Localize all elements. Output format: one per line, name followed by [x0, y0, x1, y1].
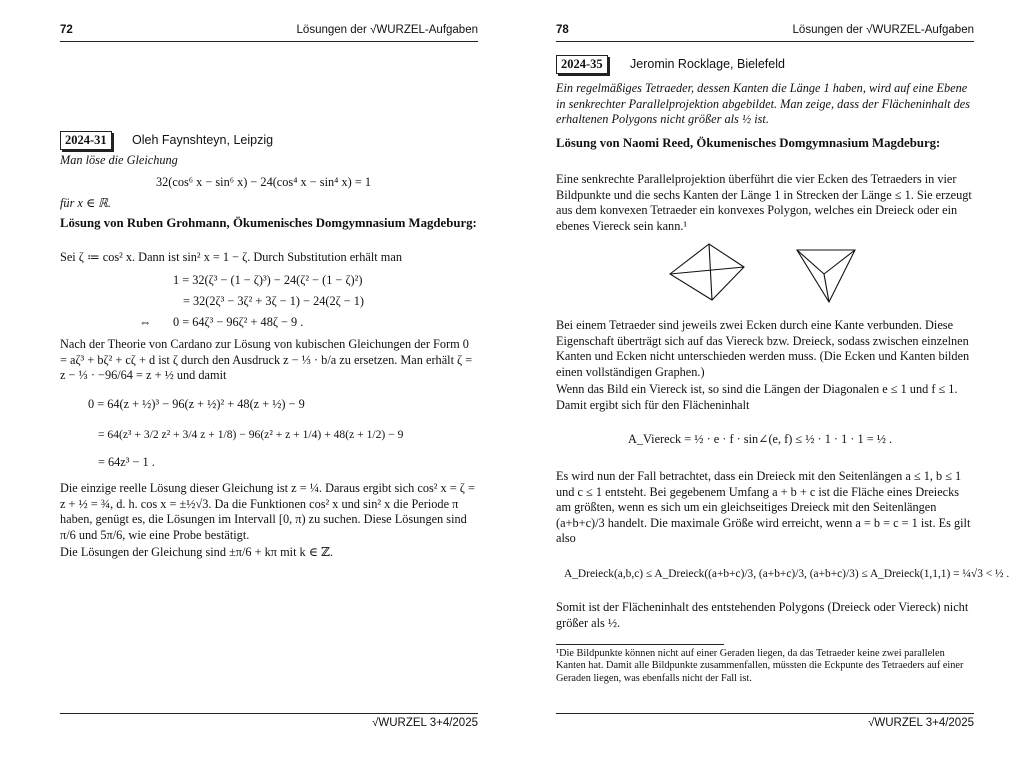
equation-line: = 32(2ζ³ − 3ζ² + 3ζ − 1) − 24(2ζ − 1): [183, 294, 365, 308]
page-number: 72: [60, 24, 73, 36]
equation-line: 1 = 32(ζ³ − (1 − ζ)³) − 24(ζ² − (1 − ζ)²): [173, 273, 363, 287]
area-equation-triangle: A_Dreieck(a,b,c) ≤ A_Dreieck((a+b+c)/3, (a+b+c)/3, (a+b+c)/3) ≤ A_Dreieck(1,1,1) = ¼√3 < ½ .: [564, 568, 1010, 580]
right-page: [556, 0, 1010, 760]
problem-number: 2024-35: [556, 55, 608, 74]
paragraph: Es wird nun der Fall betrachtet, dass ein Dreieck mit den Seitenlängen a ≤ 1, b ≤ 1 und c ≤ 1 entsteht. Bei gegebenem Umfang a + b + c ist die Fläche eines Dreiecks am größten, wenn es sich um ein gleichseitiges Dreieck mit den Seitenlängen (a+b+c)/3 handelt. Die maximale Größe wird erreicht, wenn a = b = c = 1 ist. Es gilt also: [556, 469, 971, 546]
running-head: [556, 24, 974, 42]
paragraph: Wenn das Bild ein Viereck ist, so sind die Längen der Diagonalen e ≤ 1 und f ≤ 1. Damit ergibt sich für den Flächeninhalt: [556, 382, 958, 412]
journal-header: Lösungen der √WURZEL-Aufgaben: [792, 24, 974, 36]
equivalence-arrow: ⇔: [139, 315, 152, 329]
equation-line: 0 = 64ζ³ − 96ζ² + 48ζ − 9 .: [173, 315, 304, 329]
problem-intro: Man löse die Gleichung: [60, 153, 178, 167]
area-equation-quadrilateral: A_Viereck = ½ · e · f · sin∠(e, f) ≤ ½ · 1 · 1 · 1 = ½ .: [628, 432, 893, 446]
equation-line: = 64z³ − 1 .: [98, 455, 155, 469]
problem-author: Oleh Faynshteyn, Leipzig: [132, 133, 274, 147]
tetrahedron-quadrilateral-projection: [668, 240, 748, 305]
problem-number: 2024-31: [60, 131, 112, 150]
equation-line: 0 = 64(z + ½)³ − 96(z + ½)² + 48(z + ½) − 9: [88, 397, 305, 411]
problem-statement: Ein regelmäßiges Tetraeder, dessen Kanten die Länge 1 haben, wird auf eine Ebene in senkrechter Parallelprojektion abgebildet. Man zeige, dass der Flächeninhalt des erhaltenen Polygons nicht größer als ½ ist.: [556, 81, 971, 127]
paragraph: Bei einem Tetraeder sind jeweils zwei Ecken durch eine Kante verbunden. Diese Eigenschaft überträgt sich auf das Viereck bzw. Dreieck, sodass zwischen einzelnen Kanten und Ecken nicht unterschieden werden muss. (Die Ecken und Kanten bilden einen vollständigen Graphen.): [556, 318, 970, 379]
page-footer: √WURZEL 3+4/2025: [372, 717, 478, 729]
journal-header: Lösungen der √WURZEL-Aufgaben: [296, 24, 478, 36]
solution-heading: Lösung von Naomi Reed, Ökumenisches Domgymnasium Magdeburg:: [556, 136, 941, 150]
equation-line: = 64(z³ + 3/2 z² + 3/4 z + 1/8) − 96(z² + z + 1/4) + 48(z + 1/2) − 9: [98, 428, 404, 441]
paragraph: Nach der Theorie von Cardano zur Lösung von kubischen Gleichungen der Form 0 = aζ³ + bζ² + cζ + d ist ζ durch den Ausdruck z − ⅓ · b/a zu ersetzen. Man erhält ζ = z − ⅓ · −96/64 = z + ½ und damit: [60, 337, 473, 383]
paragraph: Somit ist der Flächeninhalt des entstehenden Polygons (Dreieck oder Viereck) nicht größer als ½.: [556, 600, 969, 630]
tetrahedron-triangle-projection: [794, 244, 858, 306]
paragraph: Eine senkrechte Parallelprojektion überführt die vier Ecken des Tetraeders in vier Bildpunkte und die sechs Kanten der Länge 1 in Strecken der Länge ≤ 1. Sie erzeugt aus dem konvexen Tetraeder ein konvexes Polygon, welches ein Dreieck oder ein ebenes Viereck sein kann.¹: [556, 172, 972, 233]
footer-rule: [556, 713, 974, 714]
footnote-rule: [556, 644, 724, 645]
problem-domain: für x ∈ ℝ.: [60, 196, 111, 210]
solution-heading: Lösung von Ruben Grohmann, Ökumenisches Domgymnasium Magdeburg:: [60, 216, 477, 230]
paragraph: Die Lösungen der Gleichung sind ±π/6 + kπ mit k ∈ ℤ.: [60, 545, 334, 559]
problem-author: Jeromin Rocklage, Bielefeld: [630, 57, 785, 71]
footnote: ¹Die Bildpunkte können nicht auf einer Geraden liegen, da das Tetraeder keine zwei parallelen Kanten hat. Damit alle Bildpunkte zusammenfallen, müssten die Eckpunte des Tetraeders auf einer Geraden liegen, was ebenfalls nicht der Fall ist.: [556, 648, 964, 684]
problem-header: [556, 55, 974, 77]
page-number: 78: [556, 24, 569, 36]
problem-equation: 32(cos⁶ x − sin⁶ x) − 24(cos⁴ x − sin⁴ x) = 1: [156, 175, 371, 189]
page-footer: √WURZEL 3+4/2025: [868, 717, 974, 729]
left-page: [60, 0, 478, 760]
running-head: [60, 24, 478, 42]
paragraph: Sei ζ ≔ cos² x. Dann ist sin² x = 1 − ζ. Durch Substitution erhält man: [60, 250, 402, 264]
problem-header: [60, 131, 478, 153]
footer-rule: [60, 713, 478, 714]
paragraph: Die einzige reelle Lösung dieser Gleichung ist z = ¼. Daraus ergibt sich cos² x = ζ = z + ½ = ¾, d. h. cos x = ±½√3. Da die Funktionen cos² x und sin² x die Periode π haben, genügt es, die Lösungen im Intervall [0, π) zu suchen. Diese Lösungen sind π/6 und 5π/6, wie eine Probe bestätigt.: [60, 481, 475, 542]
